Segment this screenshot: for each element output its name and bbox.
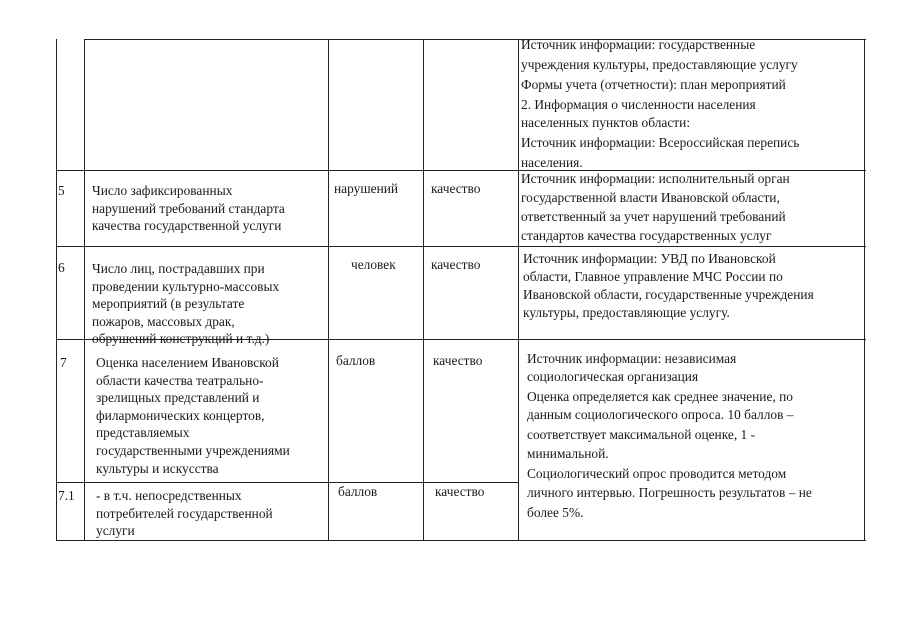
row-divider xyxy=(56,246,866,247)
info-source-line: Источник информации: УВД по Ивановской xyxy=(523,251,776,266)
indicator-name-line: области качества театрально- xyxy=(96,372,264,388)
indicator-name-line: качества государственной услуги xyxy=(92,218,282,234)
indicator-name-line: потребителей государственной xyxy=(96,505,273,521)
column-divider xyxy=(864,39,865,540)
info-source-line: Источник информации: Всероссийская перепись xyxy=(521,135,800,150)
info-source-line: соответствует максимальной оценке, 1 - xyxy=(527,427,756,442)
info-source-line: стандартов качества государственных услуг xyxy=(521,228,772,243)
row-number: 5 xyxy=(58,183,65,198)
indicator-name-line: проведении культурно-массовых xyxy=(92,278,280,294)
unit-of-measure: нарушений xyxy=(334,181,399,196)
indicator-name-line: представляемых xyxy=(96,425,190,441)
indicator-name-line: нарушений требований стандарта xyxy=(92,200,285,216)
info-source-line: более 5%. xyxy=(527,505,584,520)
info-source-line: социологическая организация xyxy=(527,369,699,384)
info-source-line: учреждения культуры, предоставляющие услугу xyxy=(521,57,798,72)
column-divider xyxy=(423,39,424,540)
info-source-line: Оценка определяется как среднее значение, по xyxy=(527,389,793,404)
indicator-name-line: государственными учреждениями xyxy=(96,443,290,458)
indicator-name-line: культуры и искусства xyxy=(96,460,219,476)
info-source-line: населения. xyxy=(521,155,583,170)
info-source-line: культуры, предоставляющие услугу. xyxy=(523,305,730,320)
indicator-name-line: Число зафиксированных xyxy=(92,183,233,198)
info-source-line: 2. Информация о численности населения xyxy=(521,97,756,112)
info-source-line: Источник информации: исполнительный орган xyxy=(521,171,790,186)
indicator-type: качество xyxy=(435,484,485,499)
indicator-name-line: обрушений конструкций и т.д.) xyxy=(92,331,270,347)
unit-of-measure: баллов xyxy=(338,484,378,499)
indicator-type: качество xyxy=(431,257,481,272)
row-number: 6 xyxy=(58,260,65,275)
column-divider xyxy=(328,39,329,540)
indicator-name-line: - в т.ч. непосредственных xyxy=(96,488,242,503)
info-source-line: Ивановской области, государственные учреждения xyxy=(523,287,814,302)
indicator-name-line: зрелищных представлений и xyxy=(96,390,260,406)
row-number: 7 xyxy=(60,355,67,370)
info-source-line: государственной власти Ивановской области, xyxy=(521,190,780,205)
info-source-line: Источник информации: государственные xyxy=(521,37,756,52)
info-source-line: данным социологического опроса. 10 баллов – xyxy=(527,407,794,422)
unit-of-measure: человек xyxy=(351,257,396,272)
unit-of-measure: баллов xyxy=(336,353,376,368)
row-number: 7.1 xyxy=(58,488,75,503)
indicator-name-line: Оценка населением Ивановской xyxy=(96,355,279,370)
indicator-name-line: услуги xyxy=(96,523,135,539)
info-source-line: ответственный за учет нарушений требований xyxy=(521,209,786,224)
info-source-line: Формы учета (отчетности): план мероприятий xyxy=(521,77,786,92)
indicator-name-line: Число лиц, пострадавших при xyxy=(92,261,265,276)
column-divider xyxy=(84,39,85,540)
indicator-name-line: пожаров, массовых драк, xyxy=(92,313,235,329)
info-source-line: области, Главное управление МЧС России по xyxy=(523,269,783,284)
info-source-line: населенных пунктов области: xyxy=(521,115,691,130)
info-source-line: личного интервью. Погрешность результатов – не xyxy=(527,485,812,500)
info-source-line: Источник информации: независимая xyxy=(527,351,737,366)
info-source-line: минимальной. xyxy=(527,446,609,461)
indicator-type: качество xyxy=(431,181,481,196)
indicator-name-line: филармонических концертов, xyxy=(96,407,265,423)
row-divider xyxy=(56,540,866,541)
indicator-name-line: мероприятий (в результате xyxy=(92,296,245,312)
info-source-line: Социологический опрос проводится методом xyxy=(527,466,787,481)
indicator-type: качество xyxy=(433,353,483,368)
column-divider xyxy=(56,39,57,540)
column-divider xyxy=(518,39,519,540)
